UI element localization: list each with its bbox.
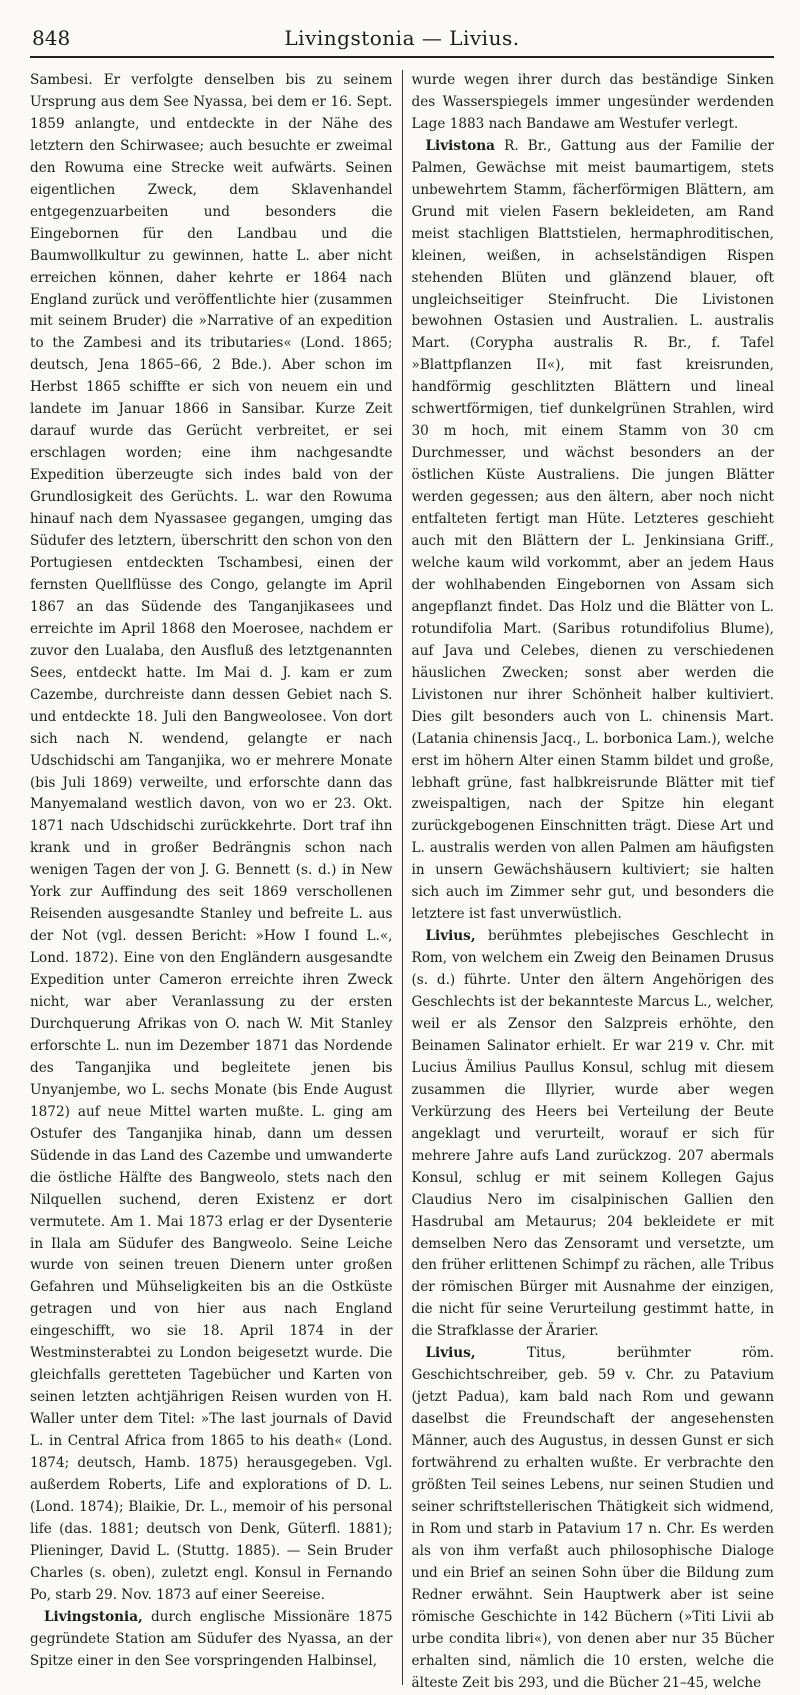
text-columns (30, 70, 774, 1691)
page-header (30, 22, 774, 58)
headword-livius: Livius, (425, 928, 476, 945)
headword-livistona: Livistona (425, 137, 495, 154)
entry-livingstonia-continued: wurde wegen ihrer durch das beständige Sinken des Wasserspiegels immer ungesünder werdenden Lage 1883 nach Bandawe am Westufer verlegt. (411, 72, 774, 132)
entry-livius-gens (412, 926, 775, 1343)
right-column (403, 70, 775, 1691)
headword-livingstonia: Livingstonia, (44, 1608, 143, 1625)
running-title: Livingstonia — Livius. (284, 26, 520, 50)
entry-text: durch englische Missionäre 1875 gegründete Station am Südufer des Nyassa, an der Spitze einer in den See vorspringenden Halbinsel, (30, 1608, 393, 1669)
entry-text: R. Br., Gattung aus der Familie der Palmen, Gewächse mit meist baumartigem, stets unbewehrtem Stamm, fächerförmigen Blättern, am Grund mit vielen Fasern bekleideten, am Rand meist stachligen Blattstielen, hermaphroditischen, kleinen, weißen, in achselständigen Rispen stehenden Blüten und glänzend blauer, oft ungleichseitiger Steinfrucht. Die Livistonen bewohnen Ostasien und Australien. L. australis Mart. (Corypha australis R. Br., f. Tafel »Blattpflanzen II«), mit fast kreisrunden, handförmig geschlitzten Blättern und lineal schwertförmigen, tief dunkelgrünen Strahlen, wird 30 m hoch, mit einem Stamm von 30 cm Durchmesser, und wächst besonders an der östlichen Küste Australiens. Die jungen Blätter werden gegessen; aus den ältern, aber noch nicht entfalteten fertigt man Hüte. Letzteres geschieht auch mit den Blättern der L. Jenkinsiana Griff., welche kaum wild vorkommt, aber an jedem Haus der wohlhabenden Eingebornen von Assam sich angepflanzt findet. Das Holz und die Blätter von L. rotundifolia Mart. (Saribus rotundifolius Blume), auf Java und Celebes, dienen zu verschiedenen häuslichen Zwecken; sonst aber werden die Livistonen nur ihrer Schönheit halber kultiviert. Dies gilt besonders auch von L. chinensis Mart. (Latania chinensis Jacq., L. borbonica Lam.), welche erst im höhern Alter einen Stamm bildet und große, lebhaft grüne, fast halbkreisrunde Blätter mit tief zweispaltigen, nach der Spitze hin elegant zurückgebogenen Einschnitten trägt. Diese Art und L. australis werden von allen Palmen am häufigsten in unsern Gewächshäusern kultiviert; sie halten sich auch im Zimmer sehr gut, und besonders die letztere ist fast unverwüstlich. (411, 137, 774, 923)
entry-livingstonia (30, 1607, 393, 1673)
headword-livius-titus: Livius, (425, 1345, 476, 1362)
entry-livistona (412, 136, 775, 926)
left-column (30, 70, 402, 1685)
entry-text: berühmtes plebejisches Geschlecht in Rom, von welchem ein Zweig den Beinamen Drusus (s. d.) führte. Unter den ältern Angehörigen des Geschlechts ist der bekannteste Marcus L., welcher, weil er als Zensor den Salzpreis erhöhte, den Beinamen Salinator erhielt. Er war 219 v. Chr. mit Lucius Ämilius Paullus Konsul, schlug mit diesem zusammen die Illyrier, wurde aber wegen Verkürzung des Heers bei Verteilung der Beute angeklagt und verurteilt, worauf er sich für mehrere Jahre aufs Land zurückzog. 207 abermals Konsul, schlug er mit seinem Kollegen Gajus Claudius Nero im cisalpinischen Gallien den Hasdrubal am Metaurus; 204 bekleidete er mit demselben Nero das Zensoramt und versetzte, um den früher erlittenen Schimpf zu rächen, alle Tribus der römischen Bürger mit Ausnahme der einzigen, die nicht für seine Verurteilung gestimmt hatte, in die Strafklasse der Ärarier. (411, 928, 774, 1340)
entry-livingstone-continued: Sambesi. Er verfolgte denselben bis zu seinem Ursprung aus dem See Nyassa, bei dem er 16. Sept. 1859 anlangte, und entdeckte in der Nähe des letztern den Schirwasee; auch besuchte er zweimal den Rowuma eine Strecke weit aufwärts. Seinen eigentlichen Zweck, dem Sklavenhandel entgegenzuarbeiten und besonders die Eingebornen für den Landbau und die Baumwollkultur zu gewinnen, hatte L. aber nicht erreichen können, daher kehrte er 1864 nach England zurück und veröffentlichte hier (zusammen mit seinem Bruder) die »Narrative of an expedition to the Zambesi and its tributaries« (Lond. 1865; deutsch, Jena 1865–66, 2 Bde.). Aber schon im Herbst 1865 schiffte er sich von neuem ein und landete im Januar 1866 in Sansibar. Kurze Zeit darauf wurde das Gerücht verbreitet, er sei erschlagen worden; eine ihm nachgesandte Expedition überzeugte sich indes bald von der Grundlosigkeit des Gerüchts. L. war den Rowuma hinauf nach dem Nyassasee gegangen, umging das Südufer des letztern, überschritt den schon von den Portugiesen entdeckten Tschambesi, einen der fernsten Quellflüsse des Congo, gelangte im April 1867 an das Südende des Tanganjikasees und erreichte im April 1868 den Moerosee, nachdem er zuvor den Lualaba, den Ausfluß des letztgenannten Sees, entdeckt hatte. Im Mai d. J. kam er zum Cazembe, durchreiste dann dessen Gebiet nach S. und entdeckte 18. Juli den Bangweolosee. Von dort sich nach N. wendend, gelangte er nach Udschidschi am Tanganjika, wo er mehrere Monate (bis Juli 1869) verweilte, und erforschte dann das Manyemaland westlich davon, von wo er 23. Okt. 1871 nach Udschidschi zurückkehrte. Dort traf ihn krank und in großer Bedrängnis schon nach wenigen Tagen der von J. G. Bennett (s. d.) in New York zur Auffindung des seit 1869 verschollenen Reisenden ausgesandte Stanley und befreite L. aus der Not (vgl. dessen Bericht: »How I found L.«, Lond. 1872). Eine von den Engländern ausgesandte Expedition unter Cameron erreichte ihren Zweck nicht, war aber Veranlassung zu der ersten Durchquerung Afrikas von O. nach W. Mit Stanley erforschte L. nun im Dezember 1871 das Nordende des Tanganjika und begleitete jenen bis Unyanjembe, wo L. sechs Monate (bis Ende August 1872) auf neue Mittel warten mußte. L. ging am Ostufer des Tanganjika hinab, dann um dessen Südende in das Land des Cazembe und umwanderte die östliche Hälfte des Bangweolo, stets nach den Nilquellen suchend, deren Existenz er dort vermutete. Am 1. Mai 1873 erlag er der Dysenterie in Ilala am Südufer des Bangweolo. Seine Leiche wurde von seinen treuen Dienern unter großen Gefahren und Mühseligkeiten bis an die Ostküste getragen und von hier aus nach England eingeschifft, wo sie 18. April 1874 in der Westminsterabtei zu London beigesetzt wurde. Die gleichfalls geretteten Tagebücher und Karten von seinen letzten achtjährigen Reisen wurden von H. Waller unter dem Titel: »The last journals of David L. in Central Africa from 1865 to his death« (Lond. 1874; deutsch, Hamb. 1875) herausgegeben. Vgl. außerdem Roberts, Life and explorations of D. L. (Lond. 1874); Blaikie, Dr. L., memoir of his personal life (das. 1881; deutsch von Denk, Güterfl. 1881); Plieninger, David L. (Stuttg. 1885). — Sein Bruder Charles (s. oben), zuletzt engl. Konsul in Fernando Po, starb 29. Nov. 1873 auf einer Seereise. (30, 72, 393, 1603)
page-number: 848 (32, 26, 71, 50)
entry-livius-titus (412, 1343, 775, 1694)
entry-text: Titus, berühmter röm. Geschichtschreiber, geb. 59 v. Chr. zu Patavium (jetzt Padua), kam bald nach Rom und gewann daselbst die Freundschaft der angesehensten Männer, auch des Augustus, in dessen Gunst er sich fortwährend zu erhalten wußte. Er verbrachte den größten Teil seines Lebens, nur seinen Studien und seiner schriftstellerischen Thätigkeit sich widmend, in Rom und starb in Patavium 17 n. Chr. Es werden als von ihm verfaßt auch philosophische Dialoge und ein Brief an seinen Sohn über die Bildung zum Redner erwähnt. Sein Hauptwerk aber ist seine römische Geschichte in 142 Büchern (»Titi Livii ab urbe condita libri«), von denen aber nur 35 Bücher erhalten sind, nämlich die 10 ersten, welche die älteste Zeit bis 293, und die Bücher 21–45, welche (411, 1345, 774, 1691)
